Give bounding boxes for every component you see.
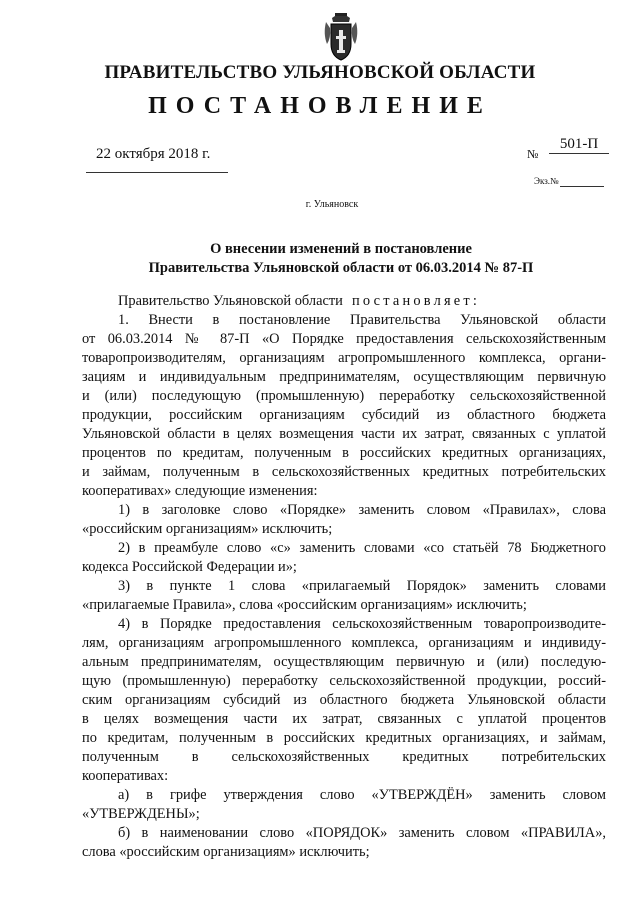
- body-line: «УТВЕРЖДЕНЫ»;: [82, 806, 200, 822]
- decree-title: [0, 240, 640, 278]
- body-line: кооперативах» следующие изменения:: [82, 483, 318, 499]
- title-line-1: О внесении изменений в постановление: [210, 241, 472, 257]
- copy-number-line: [560, 186, 604, 187]
- body-line: по кредитам, полученным в российских кредитных организациях, и займам,: [82, 730, 606, 746]
- body-line: Правительство Ульяновской области: [118, 293, 343, 309]
- copy-number-label: Экз.№: [534, 176, 559, 186]
- body-line: процентов по кредитам, полученным в российских кредитных организациях,: [82, 445, 606, 461]
- body-line: 1) в заголовке слово «Порядке» заменить словом «Правилах», слова: [118, 502, 606, 518]
- body-line: и займам, полученным в сельскохозяйственных кредитных потребительских: [82, 464, 606, 480]
- decree-number: 501-П: [549, 136, 609, 154]
- body-line: от 06.03.2014 № 87-П «О Порядке предоставления сельскохозяйственным: [82, 331, 606, 347]
- city-name: г. Ульяновск: [305, 199, 359, 210]
- body-line: щую (промышленную) переработку сельскохозяйственной продукции, россий-: [82, 673, 606, 689]
- body-line: Ульяновской области в целях возмещения части их затрат, связанных с уплатой: [82, 426, 606, 442]
- body-line: 4) в Порядке предоставления сельскохозяйственным товаропроизводите-: [118, 616, 606, 632]
- body-line: и (или) последующую (промышленную) переработку сельскохозяйственной: [82, 388, 606, 404]
- decree-date: 22 октября 2018 г.: [96, 146, 211, 162]
- body-line: товаропроизводителям, организациям агропромышленного комплекса, органи-: [82, 350, 606, 366]
- body-line: б) в наименовании слово «ПОРЯДОК» заменить словом «ПРАВИЛА»,: [118, 825, 606, 841]
- body-line: лям, организациям агропромышленного комплекса, организациям и индивиду-: [82, 635, 606, 651]
- body-line: 3) в пункте 1 слова «прилагаемый Порядок» заменить словами: [118, 578, 606, 594]
- body-line: «российским организациям» исключить;: [82, 521, 333, 537]
- body-line: кодекса Российской Федерации и»;: [82, 559, 297, 575]
- body-line: зациям и индивидуальным предпринимателям, осуществляющим первичную: [82, 369, 606, 385]
- body-line: 1. Внести в постановление Правительства Ульяновской области: [118, 312, 606, 328]
- body-line: слова «российским организациям» исключить;: [82, 844, 370, 860]
- number-sign: №: [527, 147, 539, 161]
- title-line-2: Правительства Ульяновской области от 06.03.2014 № 87-П: [148, 260, 534, 276]
- coat-of-arms-emblem: [322, 10, 360, 62]
- body-line: «прилагаемые Правила», слова «российским организациям» исключить;: [82, 597, 527, 613]
- body-line: ским организациям субсидий из областного бюджета Ульяновской области: [82, 692, 606, 708]
- government-name: ПРАВИТЕЛЬСТВО УЛЬЯНОВСКОЙ ОБЛАСТИ: [104, 62, 536, 83]
- body-line: в целях возмещения части их затрат, связанных с уплатой процентов: [82, 711, 606, 727]
- body-line: альным предпринимателям, осуществляющим первичную и (или) последую-: [82, 654, 606, 670]
- body-line: кооперативах:: [82, 768, 169, 784]
- body-line: а) в грифе утверждения слово «УТВЕРЖДЁН» заменить словом: [118, 787, 606, 803]
- body-line: полученным в сельскохозяйственных кредитных потребительских: [82, 749, 606, 765]
- decree-type: ПОСТАНОВЛЕНИЕ: [148, 93, 492, 119]
- date-underline: [86, 172, 228, 173]
- body-line: продукции, российским организациям субсидий из областного бюджета: [82, 407, 606, 423]
- body-line: постановляет:: [352, 293, 481, 309]
- body-line: 2) в преамбуле слово «с» заменить словами «со статьёй 78 Бюджетного: [118, 540, 606, 556]
